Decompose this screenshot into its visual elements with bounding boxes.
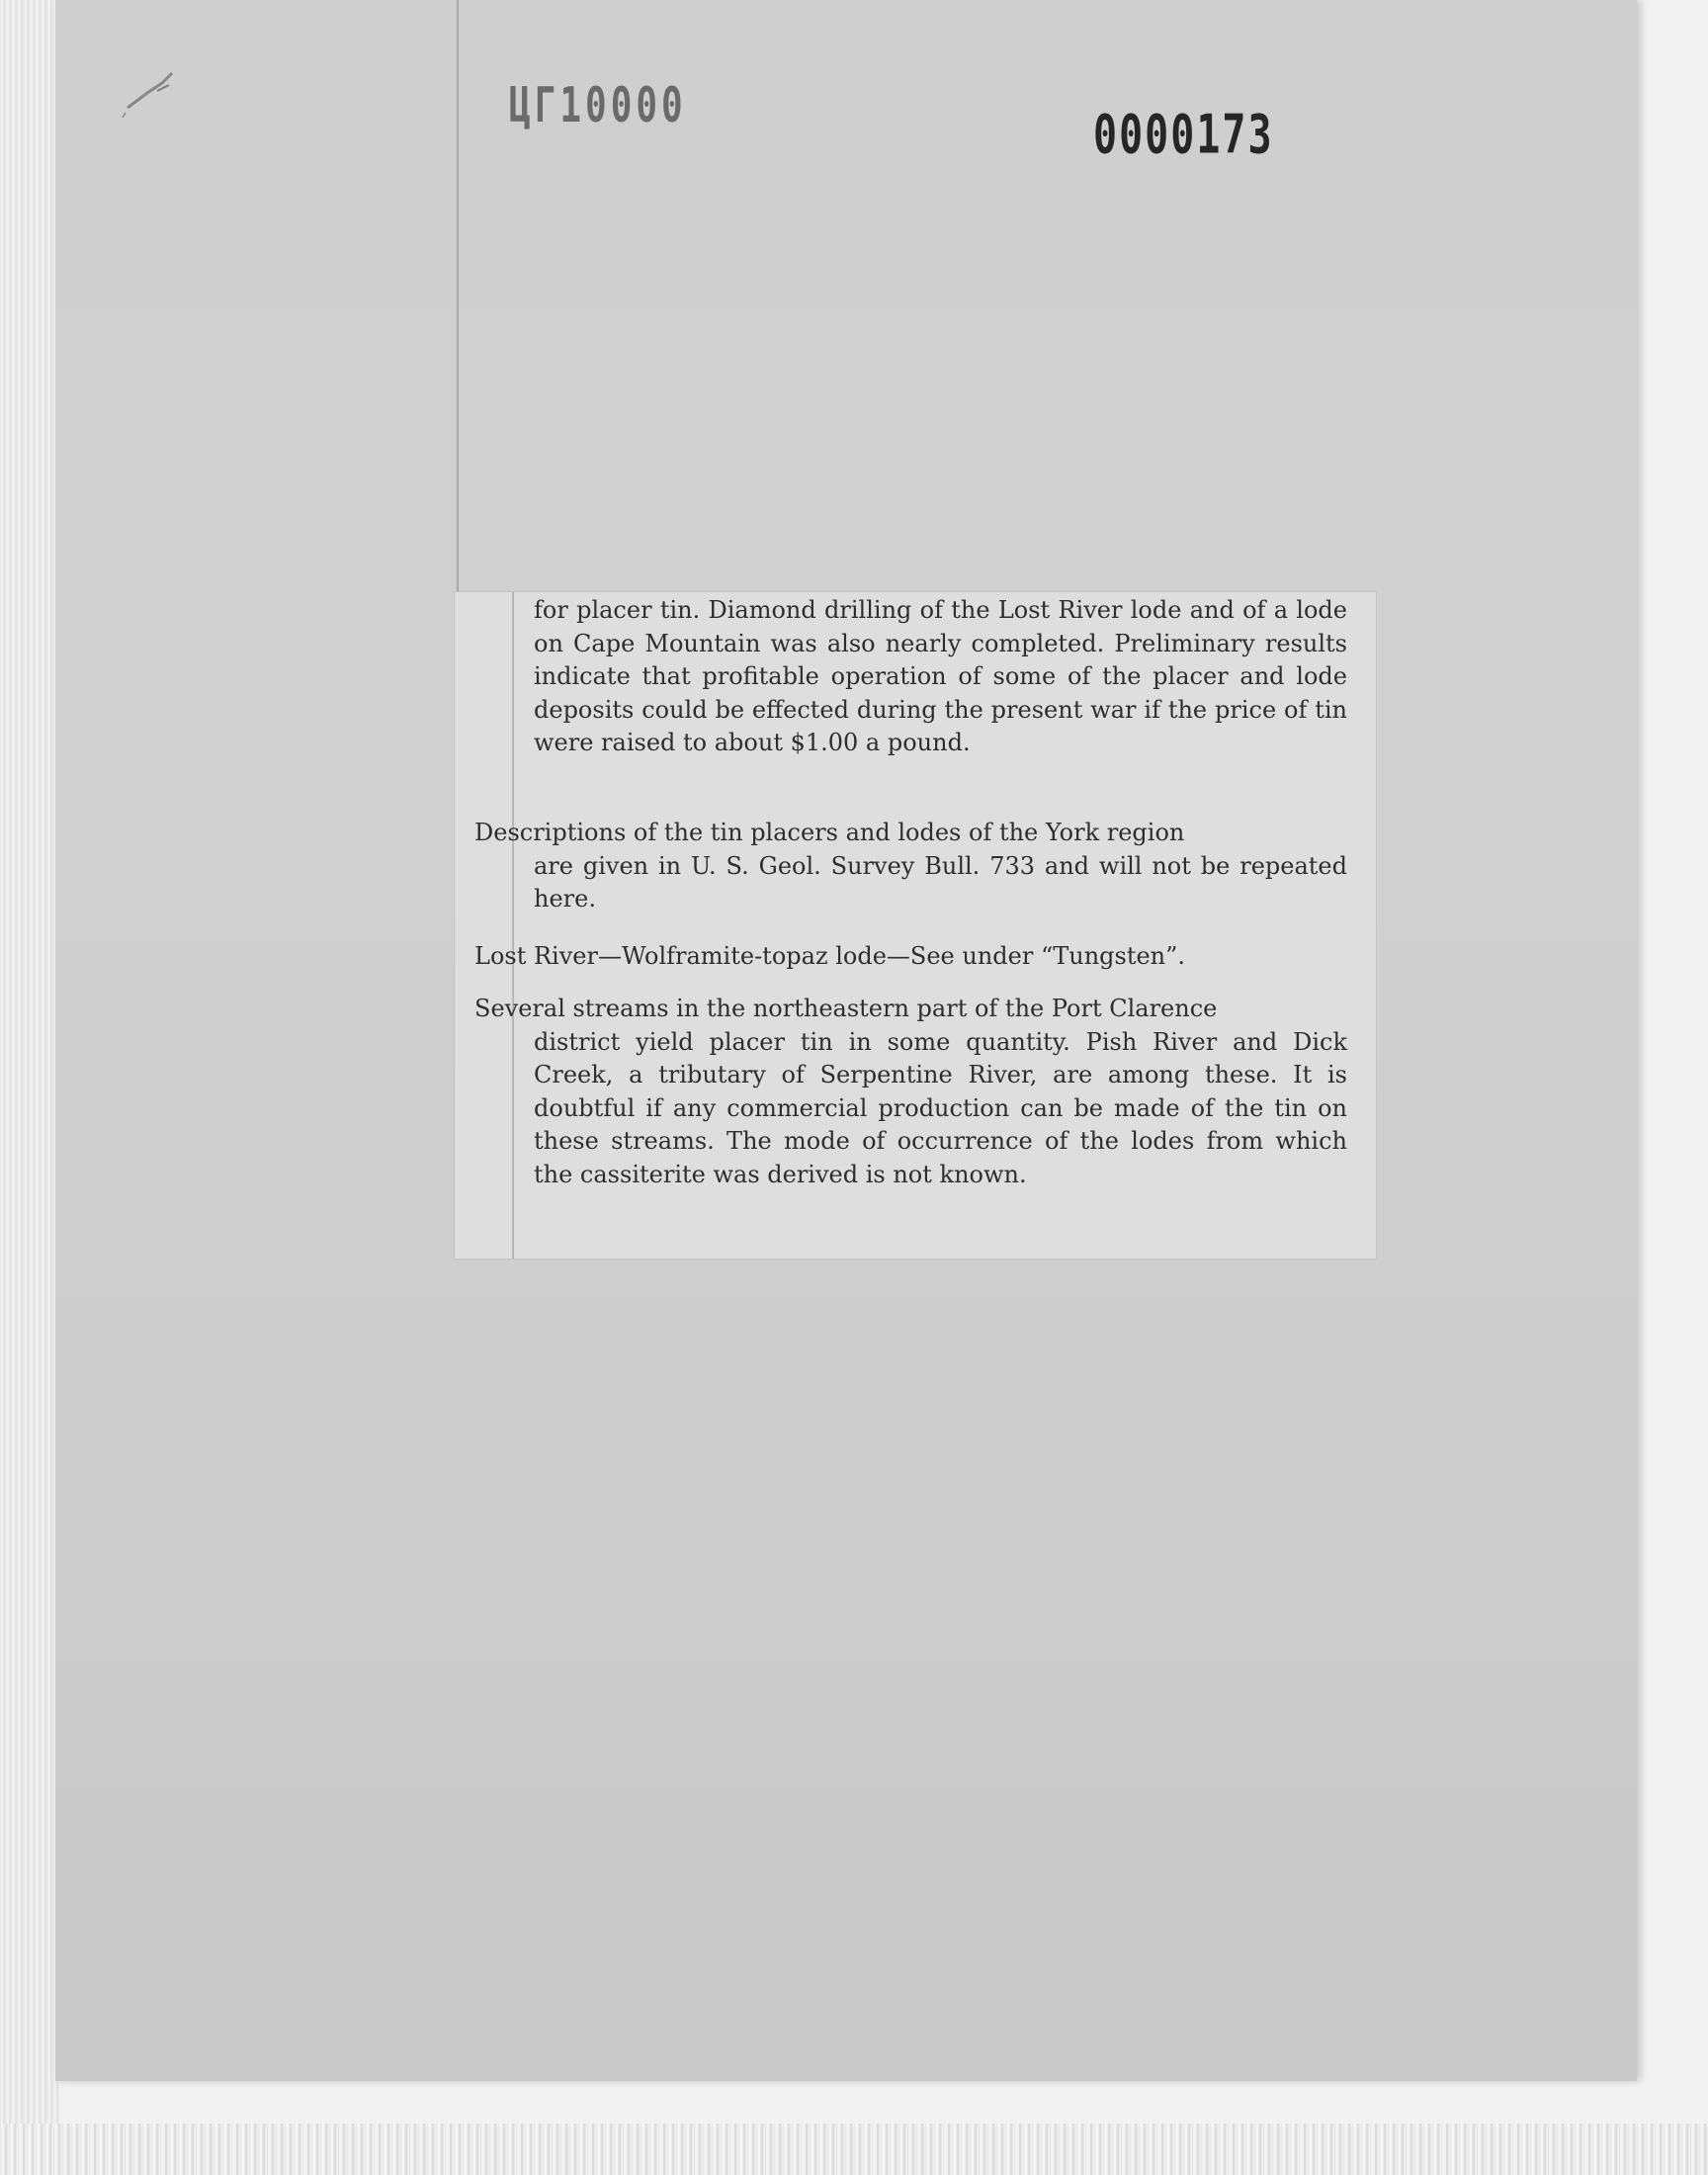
scanner-edge-bottom	[0, 2124, 1708, 2175]
paragraph-port-clarence-rest: district yield placer tin in some quantity. Pish River and Dick Creek, a tributary of Serpentine River, are among these. It is doubtful if any commercial production can be made of the tin on these streams. The mode of occurrence of the lodes from which the cassiterite was derived is not known.	[534, 1027, 1347, 1188]
paragraph-york-region-rest: are given in U. S. Geol. Survey Bull. 733 and will not be repeated here.	[534, 851, 1347, 913]
paragraph-york-region-first-line: Descriptions of the tin placers and lodes of the York region	[474, 819, 1185, 846]
paper-sheet	[55, 0, 1637, 2081]
ink-smudge-mark	[118, 63, 187, 123]
paragraph-port-clarence	[474, 993, 1347, 1191]
pasted-text-clipping	[455, 592, 1376, 1259]
paragraph-lost-river: Lost River—Wolframite-topaz lode—See under “Tungsten”.	[474, 942, 1186, 970]
paragraph-york-region	[474, 817, 1347, 916]
scanner-edge-left	[0, 0, 59, 2175]
paragraph-port-clarence-first-line: Several streams in the northeastern part of the Port Clarence	[474, 995, 1218, 1022]
paragraph-placer-tin: for placer tin. Diamond drilling of the Lost River lode and of a lode on Cape Mountain was also nearly completed. Preliminary results indicate that profitable operation of some of the placer and lode deposits could be effected during the present war if the price of tin were raised to about $1.00 a pound.	[534, 596, 1347, 756]
stamp-page-number: 0000173	[1093, 105, 1274, 167]
stamp-number-left: ЦГ10000	[509, 79, 687, 134]
